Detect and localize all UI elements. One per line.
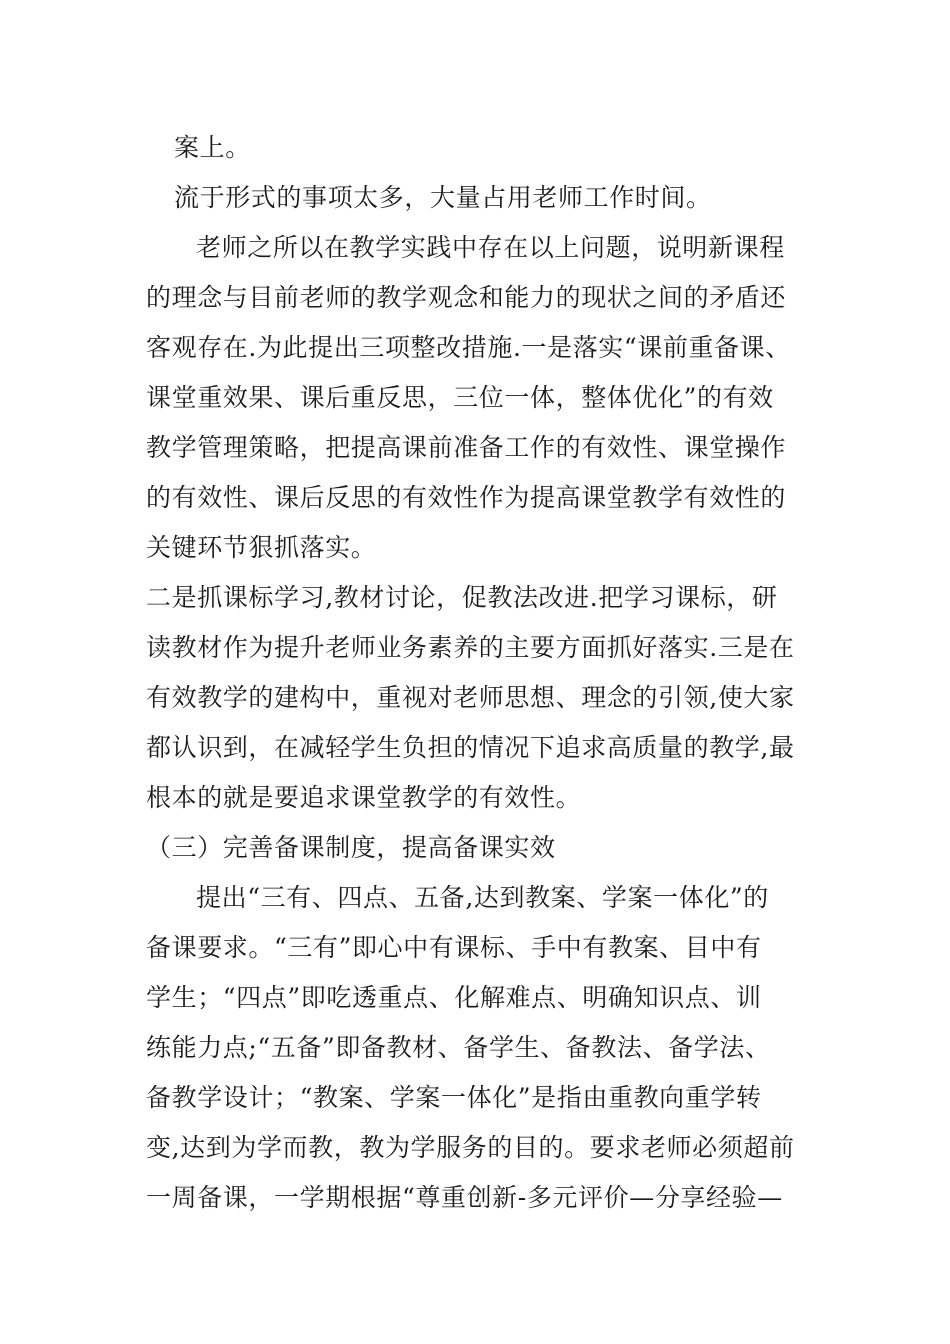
text-line: 学生；“四点”即吃透重点、化解难点、明确知识点、训 — [146, 983, 762, 1012]
text-line: 关键环节狠抓落实。 — [146, 533, 377, 562]
text-line: 备教学设计；“教案、学案一体化”是指由重教向重学转 — [146, 1083, 762, 1112]
text-line: 备课要求。“三有”即心中有课标、手中有教案、目中有 — [146, 933, 762, 962]
text-line: 读教材作为提升老师业务素养的主要方面抓好落实.三是在 — [146, 633, 795, 662]
text-line: 提出“三有、四点、五备,达到教案、学案一体化”的 — [196, 883, 769, 912]
text-line: 的有效性、课后反思的有效性作为提高课堂教学有效性的 — [146, 483, 787, 512]
text-line: 练能力点;“五备”即备教材、备学生、备教法、备学法、 — [146, 1033, 771, 1062]
text-line: 有效教学的建构中，重视对老师思想、理念的引领,使大家 — [146, 683, 795, 712]
text-line: 根本的就是要追求课堂教学的有效性。 — [146, 783, 582, 812]
text-line: 的理念与目前老师的教学观念和能力的现状之间的矛盾还 — [146, 283, 787, 312]
text-line: 二是抓课标学习,教材讨论，促教法改进.把学习课标，研 — [146, 583, 778, 612]
text-line: 都认识到，在减轻学生负担的情况下追求高质量的教学,最 — [146, 733, 795, 762]
text-line: 客观存在.为此提出三项整改措施.一是落实“课前重备课、 — [146, 333, 791, 362]
text-line: 课堂重效果、课后重反思，三位一体，整体优化”的有效 — [146, 383, 774, 412]
text-line: 一周备课，一学期根据“尊重创新-多元评价—分享经验— — [146, 1183, 783, 1212]
text-line: 教学管理策略，把提高课前准备工作的有效性、课堂操作 — [146, 433, 787, 462]
text-line: 变,达到为学而教，教为学服务的目的。要求老师必须超前 — [146, 1133, 795, 1162]
text-line: 流于形式的事项太多，大量占用老师工作时间。 — [174, 183, 712, 212]
text-line: 老师之所以在教学实践中存在以上问题，说明新课程 — [196, 233, 785, 262]
section-heading: （三）完善备课制度，提高备课实效 — [146, 833, 556, 862]
text-line: 案上。 — [174, 133, 251, 162]
